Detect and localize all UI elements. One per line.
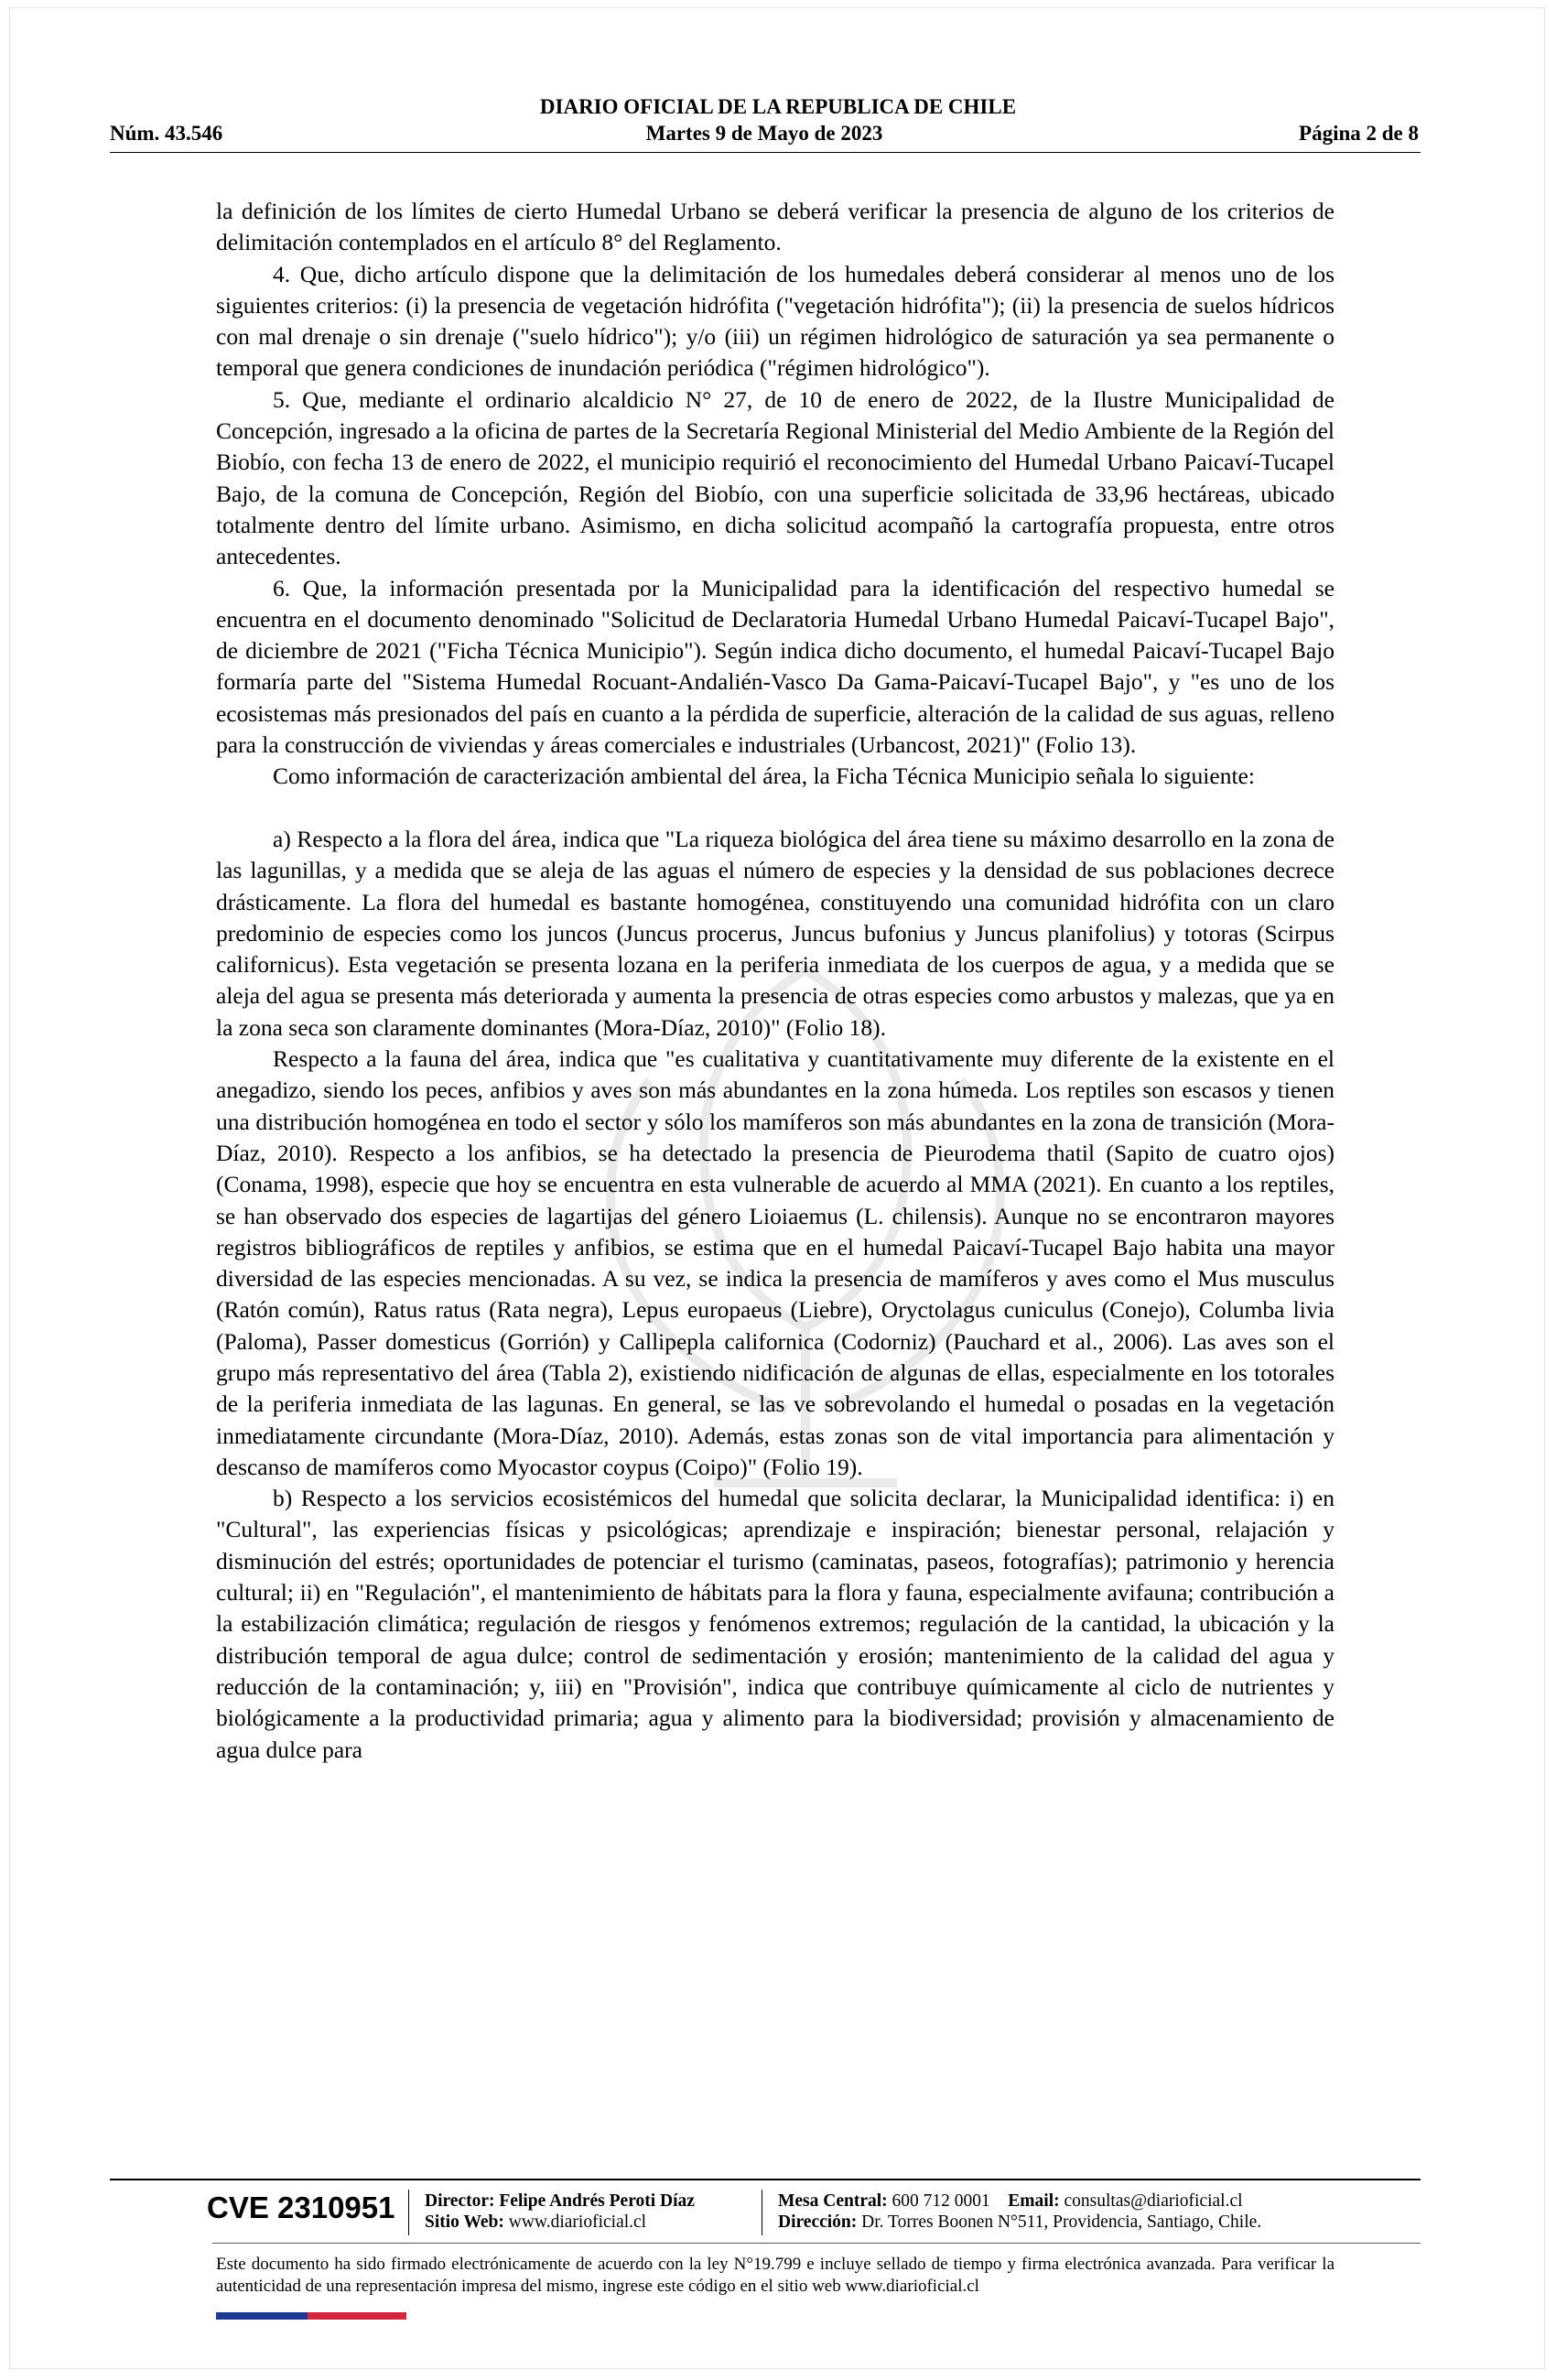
paragraph: 4. Que, dicho artículo dispone que la delimitación de los humedales deberá considerar al menos uno de los siguientes criterios: (i) la presencia de vegetación hidrófita ("vegetación hidrófita"); (ii) la presencia de suelos hídricos con mal drenaje o sin drenaje ("suelo hídrico"); y/o (iii) un régimen hidrológico de saturación ya sea permanente o temporal que genera condiciones de inundación periódica ("régimen hidrológico"). [216, 260, 1334, 382]
page-indicator: Página 2 de 8 [1299, 122, 1419, 145]
signature-disclaimer: Este documento ha sido firmado electrónicamente de acuerdo con la ley N°19.799 e incluye sellado de tiempo y firma electrónica avanzada. Para verificar la autenticidad de una representación impresa del mismo, ingrese este código en el sitio web www.diarioficial.cl [216, 2255, 1334, 2296]
paragraph: Respecto a la fauna del área, indica que "es cualitativa y cuantitativamente muy diferente de la existente en el anegadizo, siendo los peces, anfibios y aves son más abundantes en la zona húmeda. Los reptiles son escasos y tienen una distribución homogénea en todo el sector y sólo los mamíferos son más abundantes en la zona de transición (Mora-Díaz, 2010). Respecto a los anfibios, se ha detectado la presencia de Pieurodema thatil (Sapito de cuatro ojos) (Conama, 1998), especie que hoy se encuentra en esta vulnerable de acuerdo al MMA (2021). En cuanto a los reptiles, se han observado dos especies de lagartijas del género Lioiaemus (L. chilensis). Aunque no se encontraron mayores registros bibliográficos de reptiles y anfibios, se estima que en el humedal Paicaví-Tucapel Bajo habita una mayor diversidad de las especies mencionadas. A su vez, se indica la presencia de mamíferos y aves como el Mus musculus (Ratón común), Ratus ratus (Rata negra), Lepus europaeus (Liebre), Oryctolagus cuniculus (Conejo), Columba livia (Paloma), Passer domesticus (Gorrión) y Callipepla californica (Codorniz) (Pauchard et al., 2006). Las aves son el grupo más representativo del área (Tabla 2), existiendo nidificación de algunas de ellas, especialmente en los totorales de la periferia inmediata de las lagunas. En general, se las ve sobrevolando el humedal o posadas en la vegetación inmediatamente circundante (Mora-Díaz, 2010). Además, estas zonas son de vital importancia para alimentación y descanso de mamíferos como Myocastor coypus (Coipo)" (Folio 19). [216, 1045, 1334, 1480]
journal-title: DIARIO OFICIAL DE LA REPUBLICA DE CHILE [539, 95, 1017, 118]
address-value: Dr. Torres Boonen N°511, Providencia, Santiago, Chile. [861, 2212, 1262, 2232]
header-divider [110, 152, 1421, 153]
paragraph: Como información de caracterización ambiental del área, la Ficha Técnica Municipio señala lo siguiente: [273, 763, 1255, 790]
flag-stripe-blue [216, 2312, 308, 2320]
issue-number: Núm. 43.546 [110, 122, 223, 145]
issue-date: Martes 9 de Mayo de 2023 [645, 122, 883, 145]
website-link[interactable]: www.diarioficial.cl [508, 2212, 647, 2232]
footer-contact-block [778, 2191, 1261, 2233]
phone-number: 600 712 0001 [891, 2191, 990, 2211]
flag-stripe-red [308, 2312, 406, 2320]
paragraph: la definición de los límites de cierto Humedal Urbano se deberá verificar la presencia de alguno de los criterios de delimitación contemplados en el artículo 8° del Reglamento. [216, 198, 1334, 256]
email-label: Email: [1008, 2191, 1060, 2211]
paragraph: 6. Que, la información presentada por la Municipalidad para la identificación del respectivo humedal se encuentra en el documento denominado "Solicitud de Declaratoria Humedal Urbano Humedal Paicaví-Tucapel Bajo", de diciembre de 2021 ("Ficha Técnica Municipio"). Según indica dicho documento, el humedal Paicaví-Tucapel Bajo formaría parte del "Sistema Humedal Rocuant-Andalién-Vasco Da Gama-Paicaví-Tucapel Bajo", y "es uno de los ecosistemas más presionados del país en cuanto a la pérdida de superficie, alteración de la calidad de sus aguas, relleno para la construcción de viviendas y áreas comerciales e industriales (Urbancost, 2021)" (Folio 13). [216, 574, 1334, 759]
email-link[interactable]: consultas@diarioficial.cl [1064, 2191, 1243, 2211]
paragraph: 5. Que, mediante el ordinario alcaldicio N° 27, de 10 de enero de 2022, de la Ilustre Municipalidad de Concepción, ingresado a la oficina de partes de la Secretaría Regional Ministerial del Medio Ambiente de la Región del Biobío, con fecha 13 de enero de 2022, el municipio requirió el reconocimiento del Humedal Urbano Paicaví-Tucapel Bajo, de la comuna de Concepción, Región del Biobío, con una superficie solicitada de 33,96 hectáreas, ubicado totalmente dentro del límite urbano. Asimismo, en dicha solicitud acompañó la cartografía propuesta, entre otros antecedentes. [216, 385, 1334, 570]
paragraph: a) Respecto a la flora del área, indica que "La riqueza biológica del área tiene su máximo desarrollo en la zona de las lagunillas, y a medida que se aleja de las aguas el número de especies y la densidad de sus poblaciones decrece drásticamente. La flora del humedal es bastante homogénea, constituyendo una comunidad hidrófita con un claro predominio de especies como los juncos (Juncus procerus, Juncus bufonius y Juncus planifolius) y totoras (Scirpus californicus). Esta vegetación se presenta lozana en la periferia inmediata de los cuerpos de agua, y a medida que se aleja del agua se presenta más deteriorada y aumenta la presencia de otras especies como arbustos y malezas, que ya en la zona seca son claramente dominantes (Mora-Díaz, 2010)" (Folio 18). [216, 825, 1334, 1041]
footer-separator [408, 2190, 409, 2235]
paragraph-gap [216, 793, 1334, 824]
footer-divider [110, 2179, 1421, 2180]
paragraph: b) Respecto a los servicios ecosistémicos del humedal que solicita declarar, la Municipalidad identifica: i) en "Cultural", las experiencias físicas y psicológicas; aprendizaje e inspiración; bienestar personal, relajación y disminución del estrés; oportunidades de potenciar el turismo (caminatas, paseos, fotografías); patrimonio y herencia cultural; ii) en "Regulación", el mantenimiento de hábitats para la flora y fauna, especialmente avifauna; contribución a la estabilización climática; regulación de riesgos y fenómenos extremos; regulación de la cantidad, la ubicación y la distribución temporal de agua dulce; control de sedimentación y erosión; mantenimiento de la calidad del agua y reducción de la contaminación; y, iii) en "Provisión", indica que contribuye químicamente al ciclo de nutrientes y biológicamente a la productividad primaria; agua y alimento para la biodiversidad; provisión y almacenamiento de agua dulce para [216, 1485, 1334, 1763]
director-label: Director: [425, 2191, 495, 2211]
cve-code: CVE 2310951 [207, 2191, 395, 2224]
website-label: Sitio Web: [425, 2212, 504, 2232]
phone-label: Mesa Central: [778, 2191, 888, 2211]
footer-director-block [425, 2191, 695, 2233]
footer-divider-secondary [212, 2243, 1421, 2244]
address-label: Dirección: [778, 2212, 858, 2232]
director-name: Felipe Andrés Peroti Díaz [499, 2191, 695, 2211]
document-body [216, 196, 1334, 1766]
